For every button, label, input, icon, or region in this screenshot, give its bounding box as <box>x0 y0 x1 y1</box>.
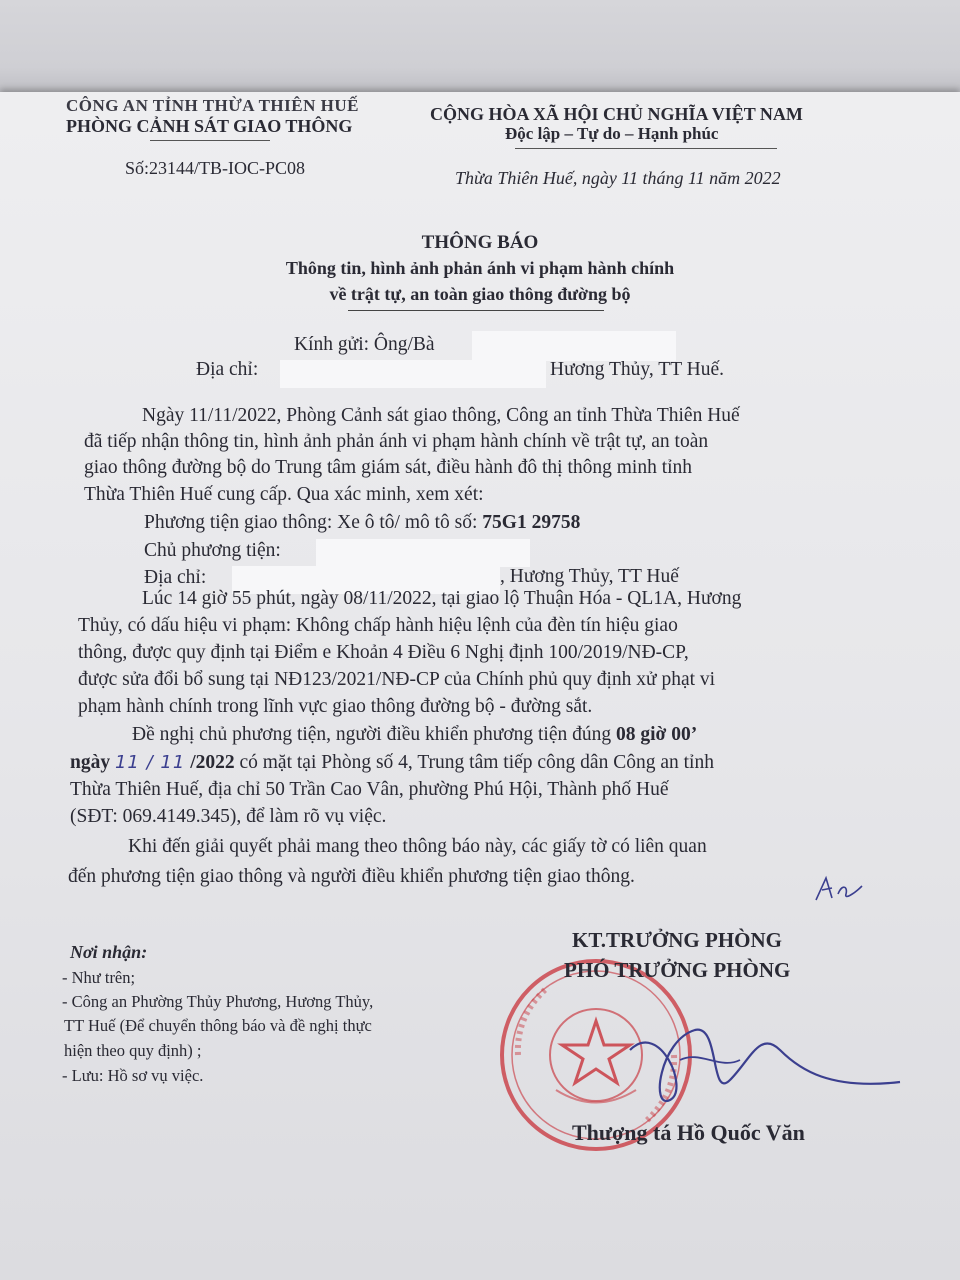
recipient-item: - Lưu: Hồ sơ vụ việc. <box>62 1066 204 1085</box>
document-number: Số:23144/TB-IOC-PC08 <box>125 158 306 178</box>
body-line: đến phương tiện giao thông và người điều khiển phương tiện giao thông. <box>68 866 635 887</box>
addressee-label: Kính gửi: Ông/Bà <box>294 334 435 355</box>
body-line: Ngày 11/11/2022, Phòng Cảnh sát giao thông, Công an tỉnh Thừa Thiên Huế <box>142 405 740 426</box>
appointment-time: 08 giờ 00’ <box>616 724 698 745</box>
signature-title-1: KT.TRƯỞNG PHÒNG <box>572 928 782 952</box>
recipient-item: - Công an Phường Thủy Phương, Hương Thủy, <box>62 992 374 1011</box>
vehicle-plate: 75G1 29758 <box>482 512 581 533</box>
vehicle-label <box>144 512 580 534</box>
address-suffix: Hương Thủy, TT Huế. <box>550 359 724 380</box>
initials-mark <box>810 872 870 906</box>
department-underline <box>150 140 270 141</box>
owner-label: Chủ phương tiện: <box>144 540 281 561</box>
body-line: thông, được quy định tại Điểm e Khoản 4 Điều 6 Nghị định 100/2019/NĐ-CP, <box>78 642 689 663</box>
appointment-year: /2022 <box>190 752 235 773</box>
body-line <box>132 724 697 746</box>
body-line: Lúc 14 giờ 55 phút, ngày 08/11/2022, tại giao lộ Thuận Hóa - QL1A, Hương <box>142 588 742 609</box>
body-line <box>70 752 714 774</box>
document-subtitle-1: Thông tin, hình ảnh phản ánh vi phạm hành chính <box>285 258 675 278</box>
owner-address-label: Địa chỉ: <box>144 567 207 588</box>
handwritten-signature <box>600 1010 920 1120</box>
body-line: Thừa Thiên Huế cung cấp. Qua xác minh, xem xét: <box>84 484 484 505</box>
motto-underline <box>515 148 777 149</box>
address-label: Địa chỉ: <box>196 359 259 380</box>
body-line: (SĐT: 069.4149.345), để làm rõ vụ việc. <box>70 806 387 827</box>
country-name: CỘNG HÒA XÃ HỘI CHỦ NGHĨA VIỆT NAM <box>430 104 803 124</box>
body-line: Thủy, có dấu hiệu vi phạm: Không chấp hành hiệu lệnh của đèn tín hiệu giao <box>78 615 678 636</box>
appointment-text: Đề nghị chủ phương tiện, người điều khiển phương tiện đúng <box>132 724 612 745</box>
signer-name: Thượng tá Hồ Quốc Văn <box>572 1120 805 1145</box>
recipient-item: hiện theo quy định) ; <box>64 1041 202 1060</box>
redacted-address <box>280 360 546 388</box>
appointment-place: có mặt tại Phòng số 4, Trung tâm tiếp công dân Công an tỉnh <box>239 752 714 773</box>
document-subtitle-2: về trật tự, an toàn giao thông đường bộ <box>329 284 631 304</box>
department-name: PHÒNG CẢNH SÁT GIAO THÔNG <box>66 116 353 136</box>
owner-address-suffix: , Hương Thủy, TT Huế <box>500 566 679 587</box>
agency-name: CÔNG AN TỈNH THỪA THIÊN HUẾ <box>66 96 359 115</box>
dateline: Thừa Thiên Huế, ngày 11 tháng 11 năm 2022 <box>455 168 781 188</box>
appointment-day-label: ngày <box>70 752 111 773</box>
body-line: Khi đến giải quyết phải mang theo thông báo này, các giấy tờ có liên quan <box>128 836 707 857</box>
recipient-item: TT Huế (Để chuyển thông báo và đề nghị thực <box>64 1016 372 1035</box>
signature-title-2: PHÓ TRƯỞNG PHÒNG <box>564 958 791 982</box>
subtitle-underline <box>348 310 604 311</box>
recipients-title: Nơi nhận: <box>70 942 148 962</box>
vehicle-label-text: Phương tiện giao thông: Xe ô tô/ mô tô số: <box>144 512 478 533</box>
redacted-name <box>472 331 676 361</box>
body-line: giao thông đường bộ do Trung tâm giám sát, điều hành đô thị thông minh tỉnh <box>84 457 693 478</box>
redacted-owner <box>316 539 530 567</box>
body-line: đã tiếp nhận thông tin, hình ảnh phản ánh vi phạm hành chính về trật tự, an toàn <box>84 431 709 452</box>
body-line: phạm hành chính trong lĩnh vực giao thông đường bộ - đường sắt. <box>78 696 593 717</box>
motto: Độc lập – Tự do – Hạnh phúc <box>505 124 719 143</box>
body-line: được sửa đổi bổ sung tại NĐ123/2021/NĐ-CP của Chính phủ quy định xử phạt vi <box>78 669 716 690</box>
body-line: Thừa Thiên Huế, địa chỉ 50 Trần Cao Vân, phường Phú Hội, Thành phố Huế <box>70 779 669 800</box>
document-title: THÔNG BÁO <box>421 232 539 253</box>
recipient-item: - Như trên; <box>62 968 136 987</box>
handwritten-date: 11 / 11 <box>114 752 186 773</box>
